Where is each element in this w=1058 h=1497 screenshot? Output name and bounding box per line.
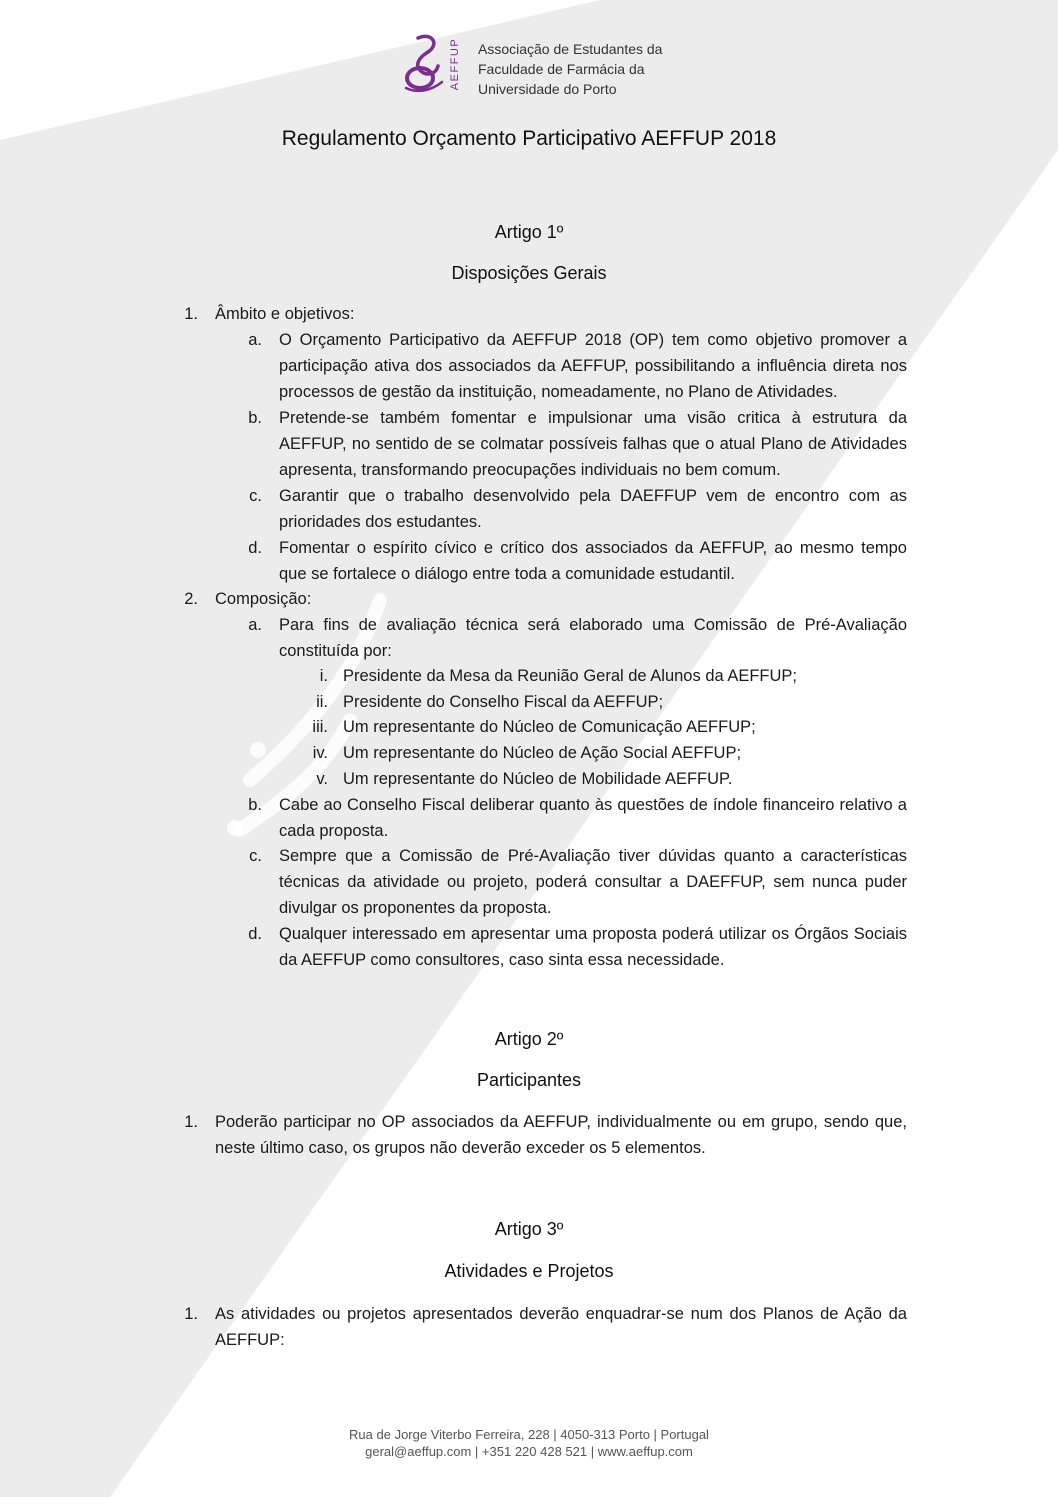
item-1-sub-a-text: O Orçamento Participativo da AEFFUP 2018 (OP) tem como objetivo promover a participação ativa dos associados da AEFFUP, possibilitando a influência direta nos processos de gestão da instituição, nomeadamente, no Plano de Atividades. xyxy=(279,331,907,401)
item-1-sub-d-text: Fomentar o espírito cívico e crítico dos associados da AEFFUP, ao mesmo tempo que se fortalece o diálogo entre toda a comunidade estudantil. xyxy=(279,539,907,583)
item-2-sub-b-mark: b. xyxy=(248,796,262,814)
roman-ii-mark: ii. xyxy=(316,693,328,711)
article-1-item-2-text: Composição: xyxy=(215,590,312,608)
article-1-item-2-number: 2. xyxy=(184,590,198,608)
item-1-sub-d-mark: d. xyxy=(248,539,262,557)
roman-iii-mark: iii. xyxy=(312,718,328,736)
article-2-number: Artigo 2º xyxy=(494,1029,564,1049)
roman-iii-text: Um representante do Núcleo de Comunicação AEFFUP; xyxy=(343,718,756,736)
roman-i-mark: i. xyxy=(319,667,328,685)
article-1-item-1-number: 1. xyxy=(184,305,198,323)
item-1-sub-b-mark: b. xyxy=(248,409,262,427)
item-1-sub-b-text: Pretende-se também fomentar e impulsionar uma visão critica à estrutura da AEFFUP, no sentido de se colmatar possíveis falhas que o atual Plano de Atividades apresenta, transformando preocupações individuais no bem comum. xyxy=(279,409,907,479)
roman-iv-text: Um representante do Núcleo de Ação Social AEFFUP; xyxy=(343,744,742,762)
item-2-sub-a-mark: a. xyxy=(248,616,262,634)
logo-wordmark: AEFFUP xyxy=(449,37,461,91)
item-1-sub-a-mark: a. xyxy=(248,331,262,349)
roman-iv-mark: iv. xyxy=(312,744,328,762)
footer xyxy=(0,1426,1058,1460)
item-1-sub-c-mark: c. xyxy=(249,487,262,505)
roman-v-text: Um representante do Núcleo de Mobilidade AEFFUP. xyxy=(343,770,733,788)
article-3-number: Artigo 3º xyxy=(494,1219,564,1239)
aeffup-logo xyxy=(398,30,468,98)
article-3-item-1-number: 1. xyxy=(184,1305,198,1323)
document-title: Regulamento Orçamento Participativo AEFFUP 2018 xyxy=(281,127,777,150)
organization-name xyxy=(478,39,662,99)
item-2-sub-a-text: Para fins de avaliação técnica será elaborado uma Comissão de Pré-Avaliação constituída por: xyxy=(279,616,907,660)
article-3-item-1-text: As atividades ou projetos apresentados deverão enquadrar-se num dos Planos de Ação da AEFFUP: xyxy=(215,1305,907,1349)
item-2-sub-c-text: Sempre que a Comissão de Pré-Avaliação tiver dúvidas quanto a características técnicas da atividade ou projeto, poderá consultar a DAEFFUP, sem nunca puder divulgar os proponentes da proposta. xyxy=(279,847,907,917)
roman-ii-text: Presidente do Conselho Fiscal da AEFFUP; xyxy=(343,693,664,711)
article-1-item-1-text: Âmbito e objetivos: xyxy=(215,305,355,323)
org-line-1: Associação de Estudantes da xyxy=(478,41,663,57)
item-2-sub-c-mark: c. xyxy=(249,847,262,865)
article-3-name: Atividades e Projetos xyxy=(444,1261,614,1281)
article-2-item-1-text: Poderão participar no OP associados da AEFFUP, individualmente ou em grupo, sendo que, neste último caso, os grupos não deverão exceder os 5 elementos. xyxy=(215,1113,907,1157)
item-2-sub-b-text: Cabe ao Conselho Fiscal deliberar quanto às questões de índole financeiro relativo a cada proposta. xyxy=(279,796,907,840)
header xyxy=(398,30,698,100)
article-2-item-1-number: 1. xyxy=(184,1113,198,1131)
roman-i-text: Presidente da Mesa da Reunião Geral de Alunos da AEFFUP; xyxy=(343,667,798,685)
item-1-sub-c-text: Garantir que o trabalho desenvolvido pela DAEFFUP vem de encontro com as prioridades dos estudantes. xyxy=(279,487,907,531)
roman-v-mark: v. xyxy=(316,770,328,788)
article-1-number: Artigo 1º xyxy=(494,222,564,242)
footer-contacts: geral@aeffup.com | +351 220 428 521 | www.aeffup.com xyxy=(365,1444,693,1459)
article-1-name: Disposições Gerais xyxy=(451,263,607,283)
org-line-2: Faculdade de Farmácia da xyxy=(478,61,645,77)
footer-address: Rua de Jorge Viterbo Ferreira, 228 | 4050-313 Porto | Portugal xyxy=(349,1427,709,1442)
org-line-3: Universidade do Porto xyxy=(478,81,617,97)
item-2-sub-d-mark: d. xyxy=(248,925,262,943)
item-2-sub-d-text: Qualquer interessado em apresentar uma proposta poderá utilizar os Órgãos Sociais da AEFFUP como consultores, caso sinta essa necessidade. xyxy=(279,925,907,969)
article-2-name: Participantes xyxy=(476,1070,582,1090)
